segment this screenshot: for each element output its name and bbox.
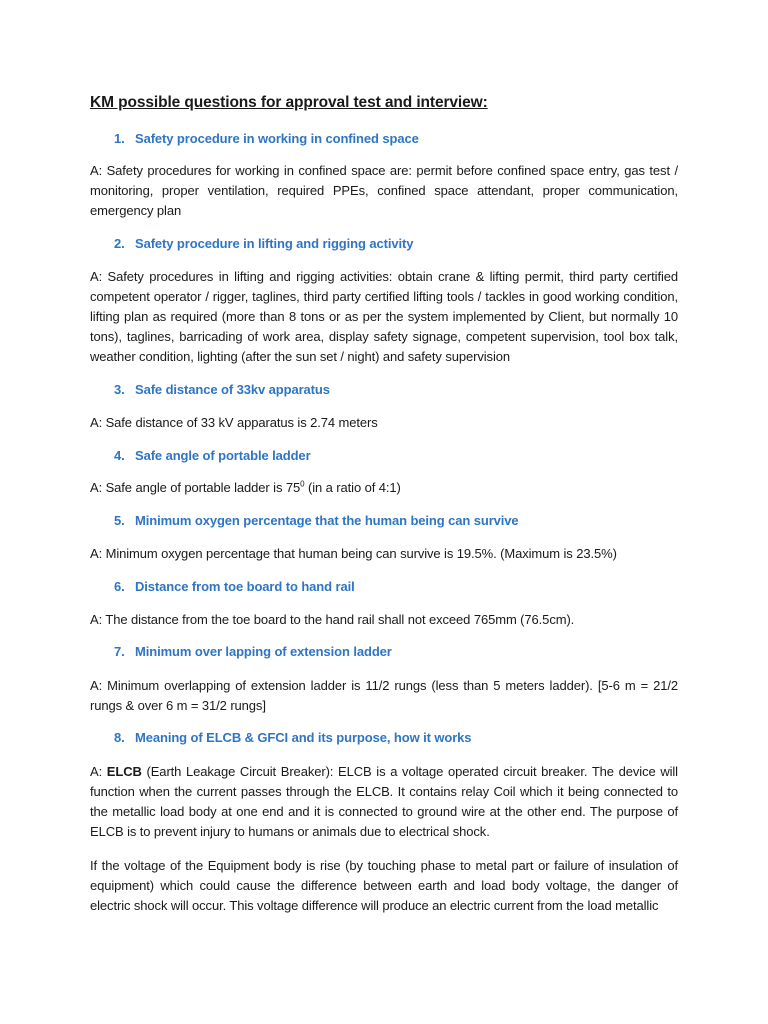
answer-2: A: Safety procedures in lifting and rigging activities: obtain crane & lifting permit, third party certified competent operator / rigger, taglines, third party certified lifting tools / tackles in good working condition, lifting plan as required (more than 8 tons or as per the system implemented by Client, but normally 10 tons), taglines, barricading of work area, display safety signage, competent supervision, tool box talk, weather condition, lighting (after the sun set / night) and safety supervision bbox=[90, 269, 678, 364]
question-text: Safe distance of 33kv apparatus bbox=[135, 382, 330, 397]
answer-text: A: Safe angle of portable ladder is 75 bbox=[90, 480, 301, 495]
question-5 bbox=[114, 513, 519, 528]
answer-4 bbox=[90, 478, 678, 498]
answer-6: A: The distance from the toe board to the hand rail shall not exceed 765mm (76.5cm). bbox=[90, 612, 575, 627]
answer-prefix: A: bbox=[90, 764, 107, 779]
continuation-paragraph: If the voltage of the Equipment body is rise (by touching phase to metal part or failure of insulation of equipment) which could cause the difference between earth and load body voltage, the danger of electric shock will occur. This voltage difference will produce an electric current from the load metallic bbox=[90, 858, 678, 913]
question-8 bbox=[114, 730, 471, 745]
question-text: Safety procedure in working in confined space bbox=[135, 131, 419, 146]
elcb-term: ELCB bbox=[106, 764, 142, 779]
answer-1: A: Safety procedures for working in confined space are: permit before confined space entry, gas test / monitoring, proper ventilation, required PPEs, confined space attendant, proper communication, emergency plan bbox=[90, 163, 678, 218]
degree-superscript: 0 bbox=[300, 479, 305, 489]
question-4 bbox=[114, 448, 311, 463]
answer-5: A: Minimum oxygen percentage that human being can survive is 19.5%. (Maximum is 23.5%) bbox=[90, 546, 617, 561]
question-number: 7. bbox=[114, 644, 125, 659]
question-number: 8. bbox=[114, 730, 125, 745]
answer-text: (Earth Leakage Circuit Breaker): ELCB is a voltage operated circuit breaker. The device will function when the current passes through the ELCB. It contains relay Coil which it being connected to the metallic load body at one end and it is connected to ground wire at the other end. The purpose of ELCB is to prevent injury to humans or animals due to electrical shock. bbox=[90, 764, 678, 839]
question-number: 5. bbox=[114, 513, 125, 528]
answer-3: A: Safe distance of 33 kV apparatus is 2.74 meters bbox=[90, 415, 378, 430]
question-number: 3. bbox=[114, 382, 125, 397]
question-2 bbox=[114, 236, 413, 251]
question-1 bbox=[114, 131, 419, 146]
answer-text-tail: (in a ratio of 4:1) bbox=[304, 480, 401, 495]
question-6 bbox=[114, 579, 355, 594]
question-number: 1. bbox=[114, 131, 125, 146]
question-number: 2. bbox=[114, 236, 125, 251]
question-text: Meaning of ELCB & GFCI and its purpose, how it works bbox=[135, 730, 472, 745]
answer-7: A: Minimum overlapping of extension ladder is 11/2 rungs (less than 5 meters ladder). [5-6 m = 21/2 rungs & over 6 m = 31/2 rungs] bbox=[90, 678, 678, 713]
page-title: KM possible questions for approval test and interview: bbox=[90, 94, 488, 111]
question-3 bbox=[114, 382, 330, 397]
question-7 bbox=[114, 644, 392, 659]
question-number: 6. bbox=[114, 579, 125, 594]
question-text: Distance from toe board to hand rail bbox=[135, 579, 355, 594]
question-number: 4. bbox=[114, 448, 125, 463]
question-text: Minimum oxygen percentage that the human being can survive bbox=[135, 513, 519, 528]
question-text: Safety procedure in lifting and rigging activity bbox=[135, 236, 414, 251]
answer-8 bbox=[90, 762, 678, 842]
question-text: Safe angle of portable ladder bbox=[135, 448, 311, 463]
question-text: Minimum over lapping of extension ladder bbox=[135, 644, 392, 659]
